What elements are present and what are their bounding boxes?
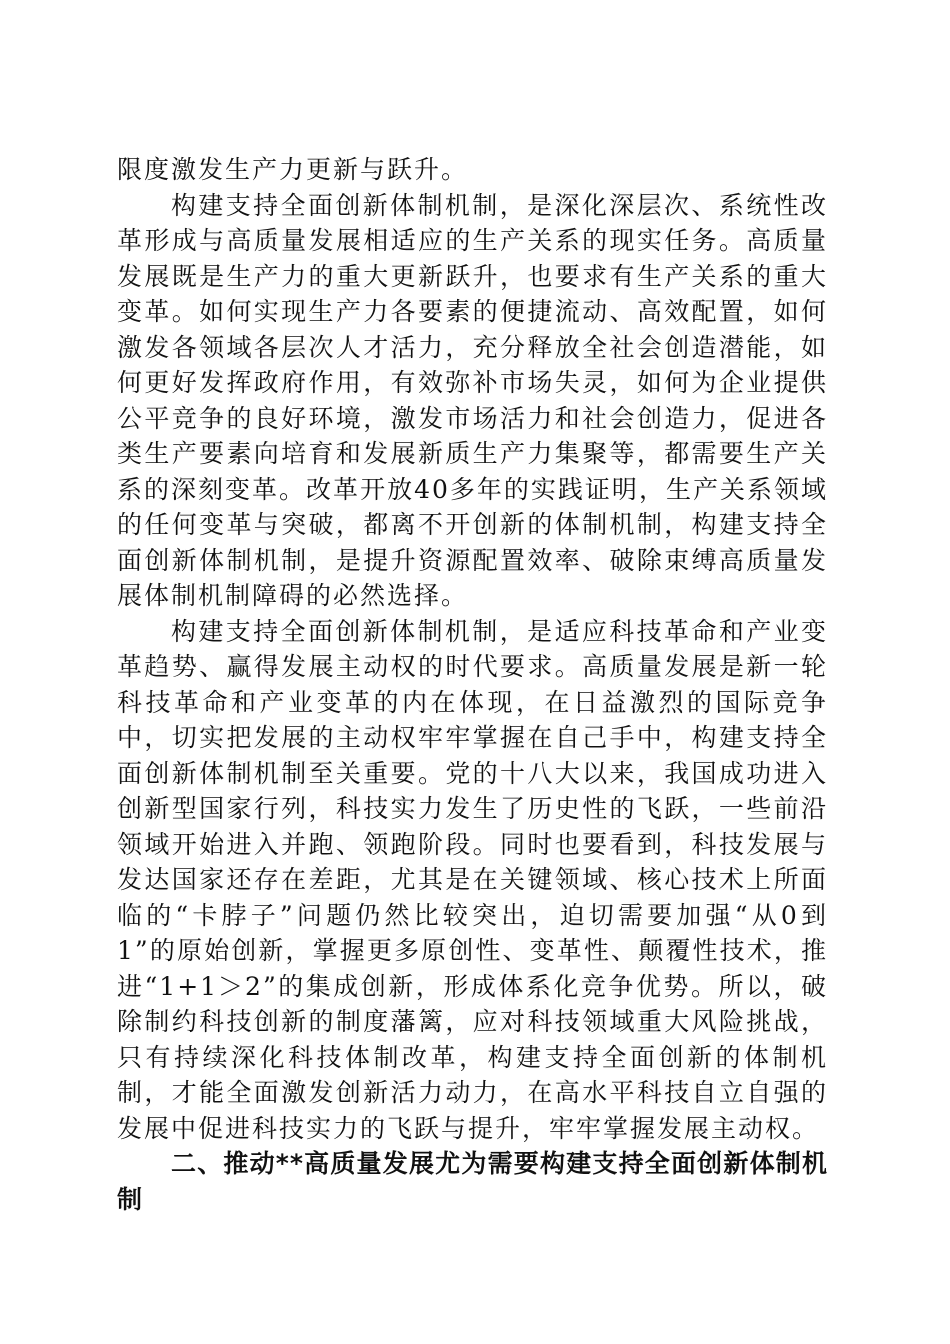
paragraph-tech-revolution: 构建支持全面创新体制机制，是适应科技革命和产业变革趋势、赢得发展主动权的时代要求。高质量发展是新一轮科技革命和产业变革的内在体现，在日益激烈的国际竞争中，切实把发展的主动权牢牢掌握在自己手中，构建支持全面创新体制机制至关重要。党的十八大以来，我国成功进入创新型国家行列，科技实力发生了历史性的飞跃，一些前沿领域开始进入并跑、领跑阶段。同时也要看到，科技发展与发达国家还存在差距，尤其是在关键领域、核心技术上所面临的“卡脖子”问题仍然比较突出，迫切需要加强“从0到1”的原始创新，掌握更多原创性、变革性、颠覆性技术，推进“1+1＞2”的集成创新，形成体系化竞争优势。所以，破除制约科技创新的制度藩篱，应对科技领域重大风险挑战，只有持续深化科技体制改革，构建支持全面创新的体制机制，才能全面激发创新活力动力，在高水平科技自立自强的发展中促进科技实力的飞跃与提升，牢牢掌握发展主动权。 bbox=[117, 616, 828, 1143]
paragraph-continuation: 限度激发生产力更新与跃升。 bbox=[117, 155, 469, 184]
paragraph-reform-task: 构建支持全面创新体制机制，是深化深层次、系统性改革形成与高质量发展相适应的生产关系的现实任务。高质量发展既是生产力的重大更新跃升，也要求有生产关系的重大变革。如何实现生产力各要素的便捷流动、高效配置，如何激发各领域各层次人才活力，充分释放全社会创造潜能，如何更好发挥政府作用，有效弥补市场失灵，如何为企业提供公平竞争的良好环境，激发市场活力和社会创造力，促进各类生产要素向培育和发展新质生产力集聚等，都需要生产关系的深刻变革。改革开放40多年的实践证明，生产关系领域的任何变革与突破，都离不开创新的体制机制，构建支持全面创新体制机制，是提升资源配置效率、破除束缚高质量发展体制机制障碍的必然选择。 bbox=[117, 190, 828, 610]
document-body bbox=[117, 152, 828, 1217]
section-heading: 二、推动**高质量发展尤为需要构建支持全面创新体制机制 bbox=[117, 1149, 828, 1214]
